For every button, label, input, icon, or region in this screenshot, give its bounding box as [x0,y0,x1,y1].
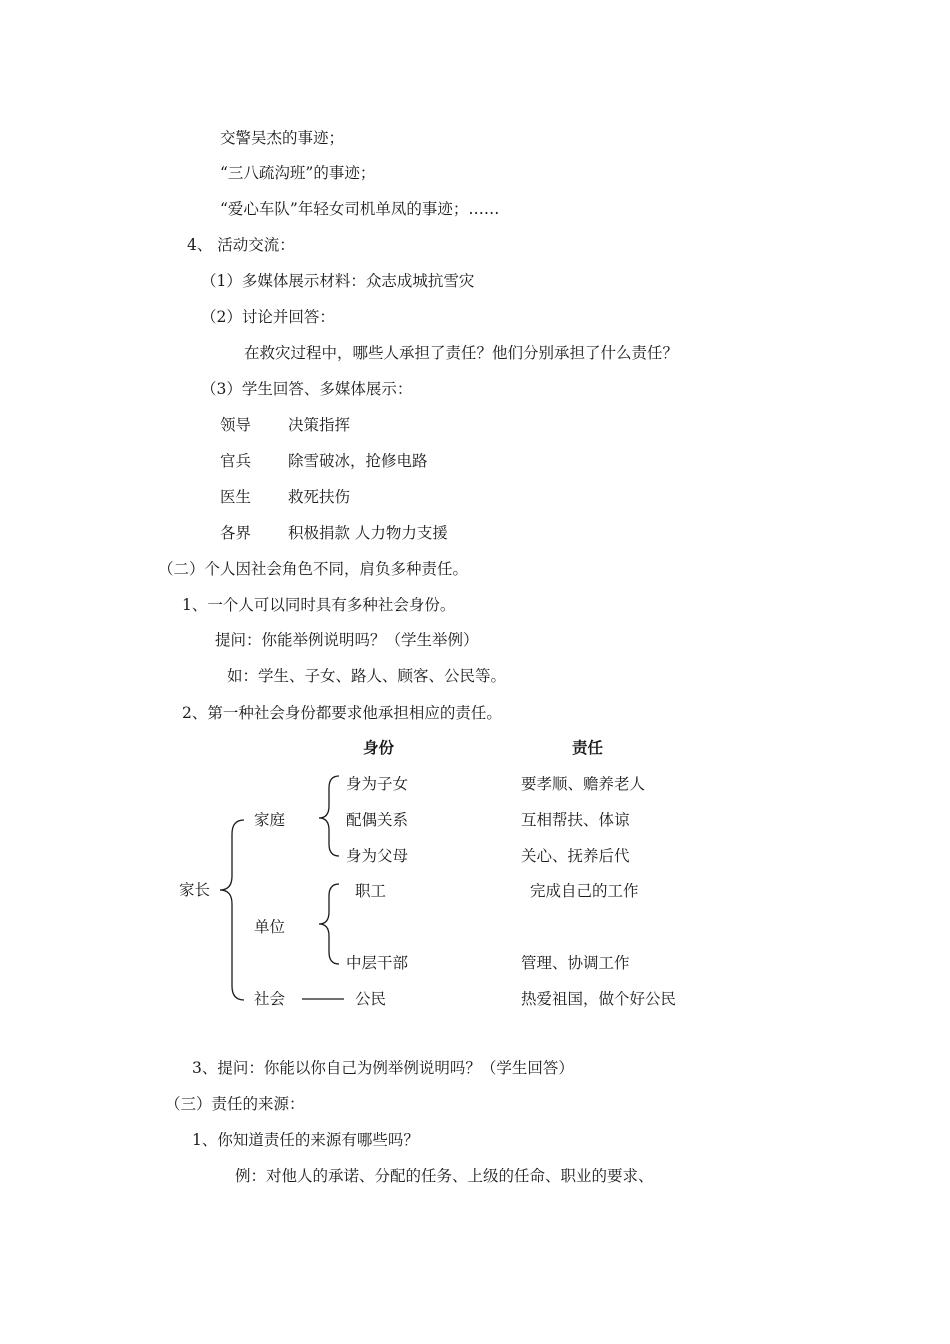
text-line: 提问：你能举例说明吗？（学生举例） [215,631,479,649]
text-line: 如：学生、子女、路人、顾客、公民等。 [227,667,507,685]
identity-spouse: 配偶关系 [346,811,409,829]
text-line: 1、一个人可以同时具有多种社会身份。 [182,596,456,614]
diagram-group-society: 社会 [254,990,286,1008]
identity-parent: 身为父母 [346,847,409,865]
text-line: 2、第一种社会身份都要求他承担相应的责任。 [182,704,502,722]
text-line: （3）学生回答、多媒体展示： [201,380,413,398]
text-line: 3、提问：你能以你自己为例举例说明吗？（学生回答） [192,1059,574,1077]
diagram-header-identity: 身份 [363,739,395,757]
identity-manager: 中层干部 [346,954,409,972]
diagram-header-duty: 责任 [572,739,604,757]
text-line: （2）讨论并回答： [201,308,335,326]
role-label: 各界 [220,524,252,542]
duty-manager: 管理、协调工作 [521,954,630,972]
brace-root [220,820,244,1000]
identity-child: 身为子女 [346,775,409,793]
role-duty: 除雪破冰，抢修电路 [288,452,428,470]
diagram-group-unit: 单位 [254,918,286,936]
diagram-root: 家长 [179,881,211,899]
role-label: 官兵 [220,452,252,470]
section-heading: （二）个人因社会角色不同，肩负多种责任。 [158,560,469,578]
brace-unit [319,884,339,964]
text-line: “三八疏沟班”的事迹； [220,164,376,182]
identity-staff: 职工 [355,882,387,900]
role-label: 医生 [220,488,252,506]
duty-citizen: 热爱祖国，做个好公民 [521,990,677,1008]
text-line: （1）多媒体展示材料：众志成城抗雪灾 [201,272,475,290]
role-duty: 积极捐款 人力物力支援 [288,524,448,542]
duty-staff: 完成自己的工作 [530,882,639,900]
role-duty: 决策指挥 [288,416,351,434]
text-line: “爱心车队”年轻女司机单凤的事迹；…… [220,200,500,218]
text-line: 交警吴杰的事迹； [220,129,345,147]
text-line: 1、你知道责任的来源有哪些吗？ [192,1131,419,1149]
brace-family [319,776,339,856]
identity-citizen: 公民 [355,990,387,1008]
question-line: 在救灾过程中，哪些人承担了责任？他们分别承担了什么责任？ [244,344,679,362]
role-label: 领导 [220,416,252,434]
duty-spouse: 互相帮扶、体谅 [521,811,630,829]
diagram-group-family: 家庭 [254,811,286,829]
list-heading: 4、 活动交流： [187,236,295,254]
duty-child: 要孝顺、赡养老人 [521,775,646,793]
role-duty: 救死扶伤 [288,488,351,506]
section-heading: （三）责任的来源： [165,1095,305,1113]
text-line: 例：对他人的承诺、分配的任务、上级的任命、职业的要求、 [235,1167,654,1185]
duty-parent: 关心、抚养后代 [521,847,630,865]
